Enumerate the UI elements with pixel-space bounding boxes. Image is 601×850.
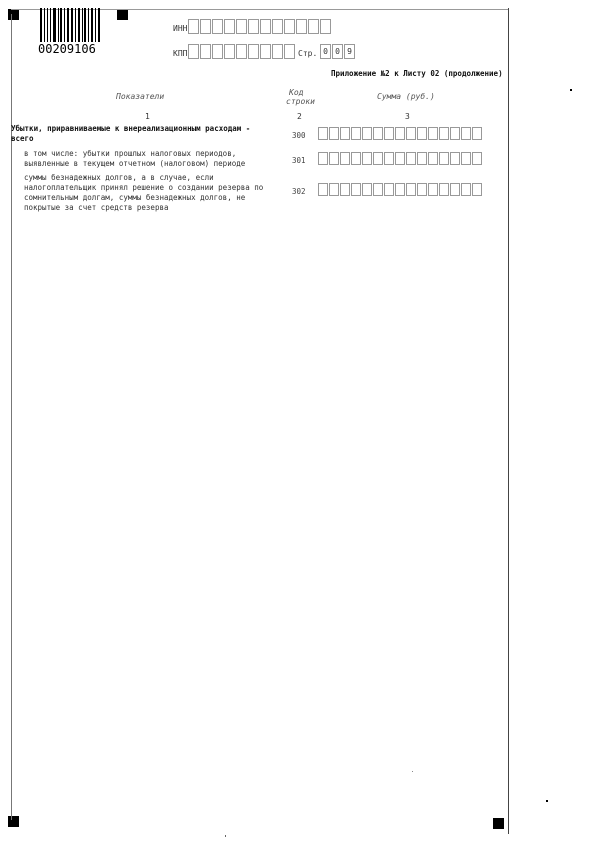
- corner-marker-bottom-right: [493, 818, 504, 829]
- row-302-code: 302: [292, 187, 306, 196]
- scan-speck: [225, 835, 226, 837]
- row-300-text: [11, 124, 250, 144]
- column-number-1: 1: [145, 112, 150, 121]
- row-301-sum-cells[interactable]: [318, 152, 483, 165]
- row-300-code: 300: [292, 131, 306, 140]
- column-header-code-line2: строки: [286, 97, 315, 106]
- row-302-sum-cells[interactable]: [318, 183, 483, 196]
- row-301-text: [24, 149, 245, 169]
- kpp-cells: [188, 44, 296, 59]
- row-301-line-2: выявленные в текущем отчетном (налоговом) периоде: [24, 159, 246, 168]
- row-300-sum-cells[interactable]: [318, 127, 483, 140]
- row-301-code: 301: [292, 156, 306, 165]
- scan-speck: [570, 89, 572, 91]
- corner-marker-bottom-left: [8, 816, 19, 827]
- appendix-title: Приложение №2 к Листу 02 (продолжение): [331, 69, 503, 78]
- corner-marker-top-right: [117, 9, 128, 20]
- inn-label: ИНН: [173, 24, 188, 33]
- row-302-line-3: сомнительным долгам, суммы безнадежных долгов, не: [24, 193, 246, 202]
- column-number-2: 2: [297, 112, 302, 121]
- barcode: [40, 8, 102, 42]
- page-number-cells: [320, 44, 356, 59]
- row-302-line-4: покрытые за счет средств резерва: [24, 203, 169, 212]
- row-300-line-2: всего: [11, 134, 34, 143]
- row-302-line-2: налогоплательщик принял решение о создании резерва по: [24, 183, 264, 192]
- barcode-number: 00209106: [38, 42, 96, 56]
- page-digit-1: 0: [320, 44, 331, 59]
- column-header-indicators: Показатели: [116, 92, 165, 101]
- row-302-line-1: суммы безнадежных долгов, а в случае, если: [24, 173, 214, 182]
- inn-cells: [188, 19, 332, 34]
- column-header-sum: Сумма (руб.): [377, 92, 435, 101]
- column-number-3: 3: [405, 112, 410, 121]
- page-border-right-inner: [508, 8, 509, 834]
- column-header-code-line1: Код: [289, 88, 304, 97]
- page-digit-3: 9: [344, 44, 355, 59]
- row-301-line-1: в том числе: убытки прошлых налоговых периодов,: [24, 149, 237, 158]
- row-302-text: [24, 173, 263, 213]
- page-digit-2: 0: [332, 44, 343, 59]
- scan-speck: [412, 771, 413, 772]
- corner-marker-top-left: [8, 9, 19, 20]
- page-label: Стр.: [298, 49, 318, 58]
- row-300-line-1: Убытки, приравниваемые к внереализационным расходам -: [11, 124, 251, 133]
- kpp-label: КПП: [173, 49, 188, 58]
- scan-speck: [546, 800, 548, 802]
